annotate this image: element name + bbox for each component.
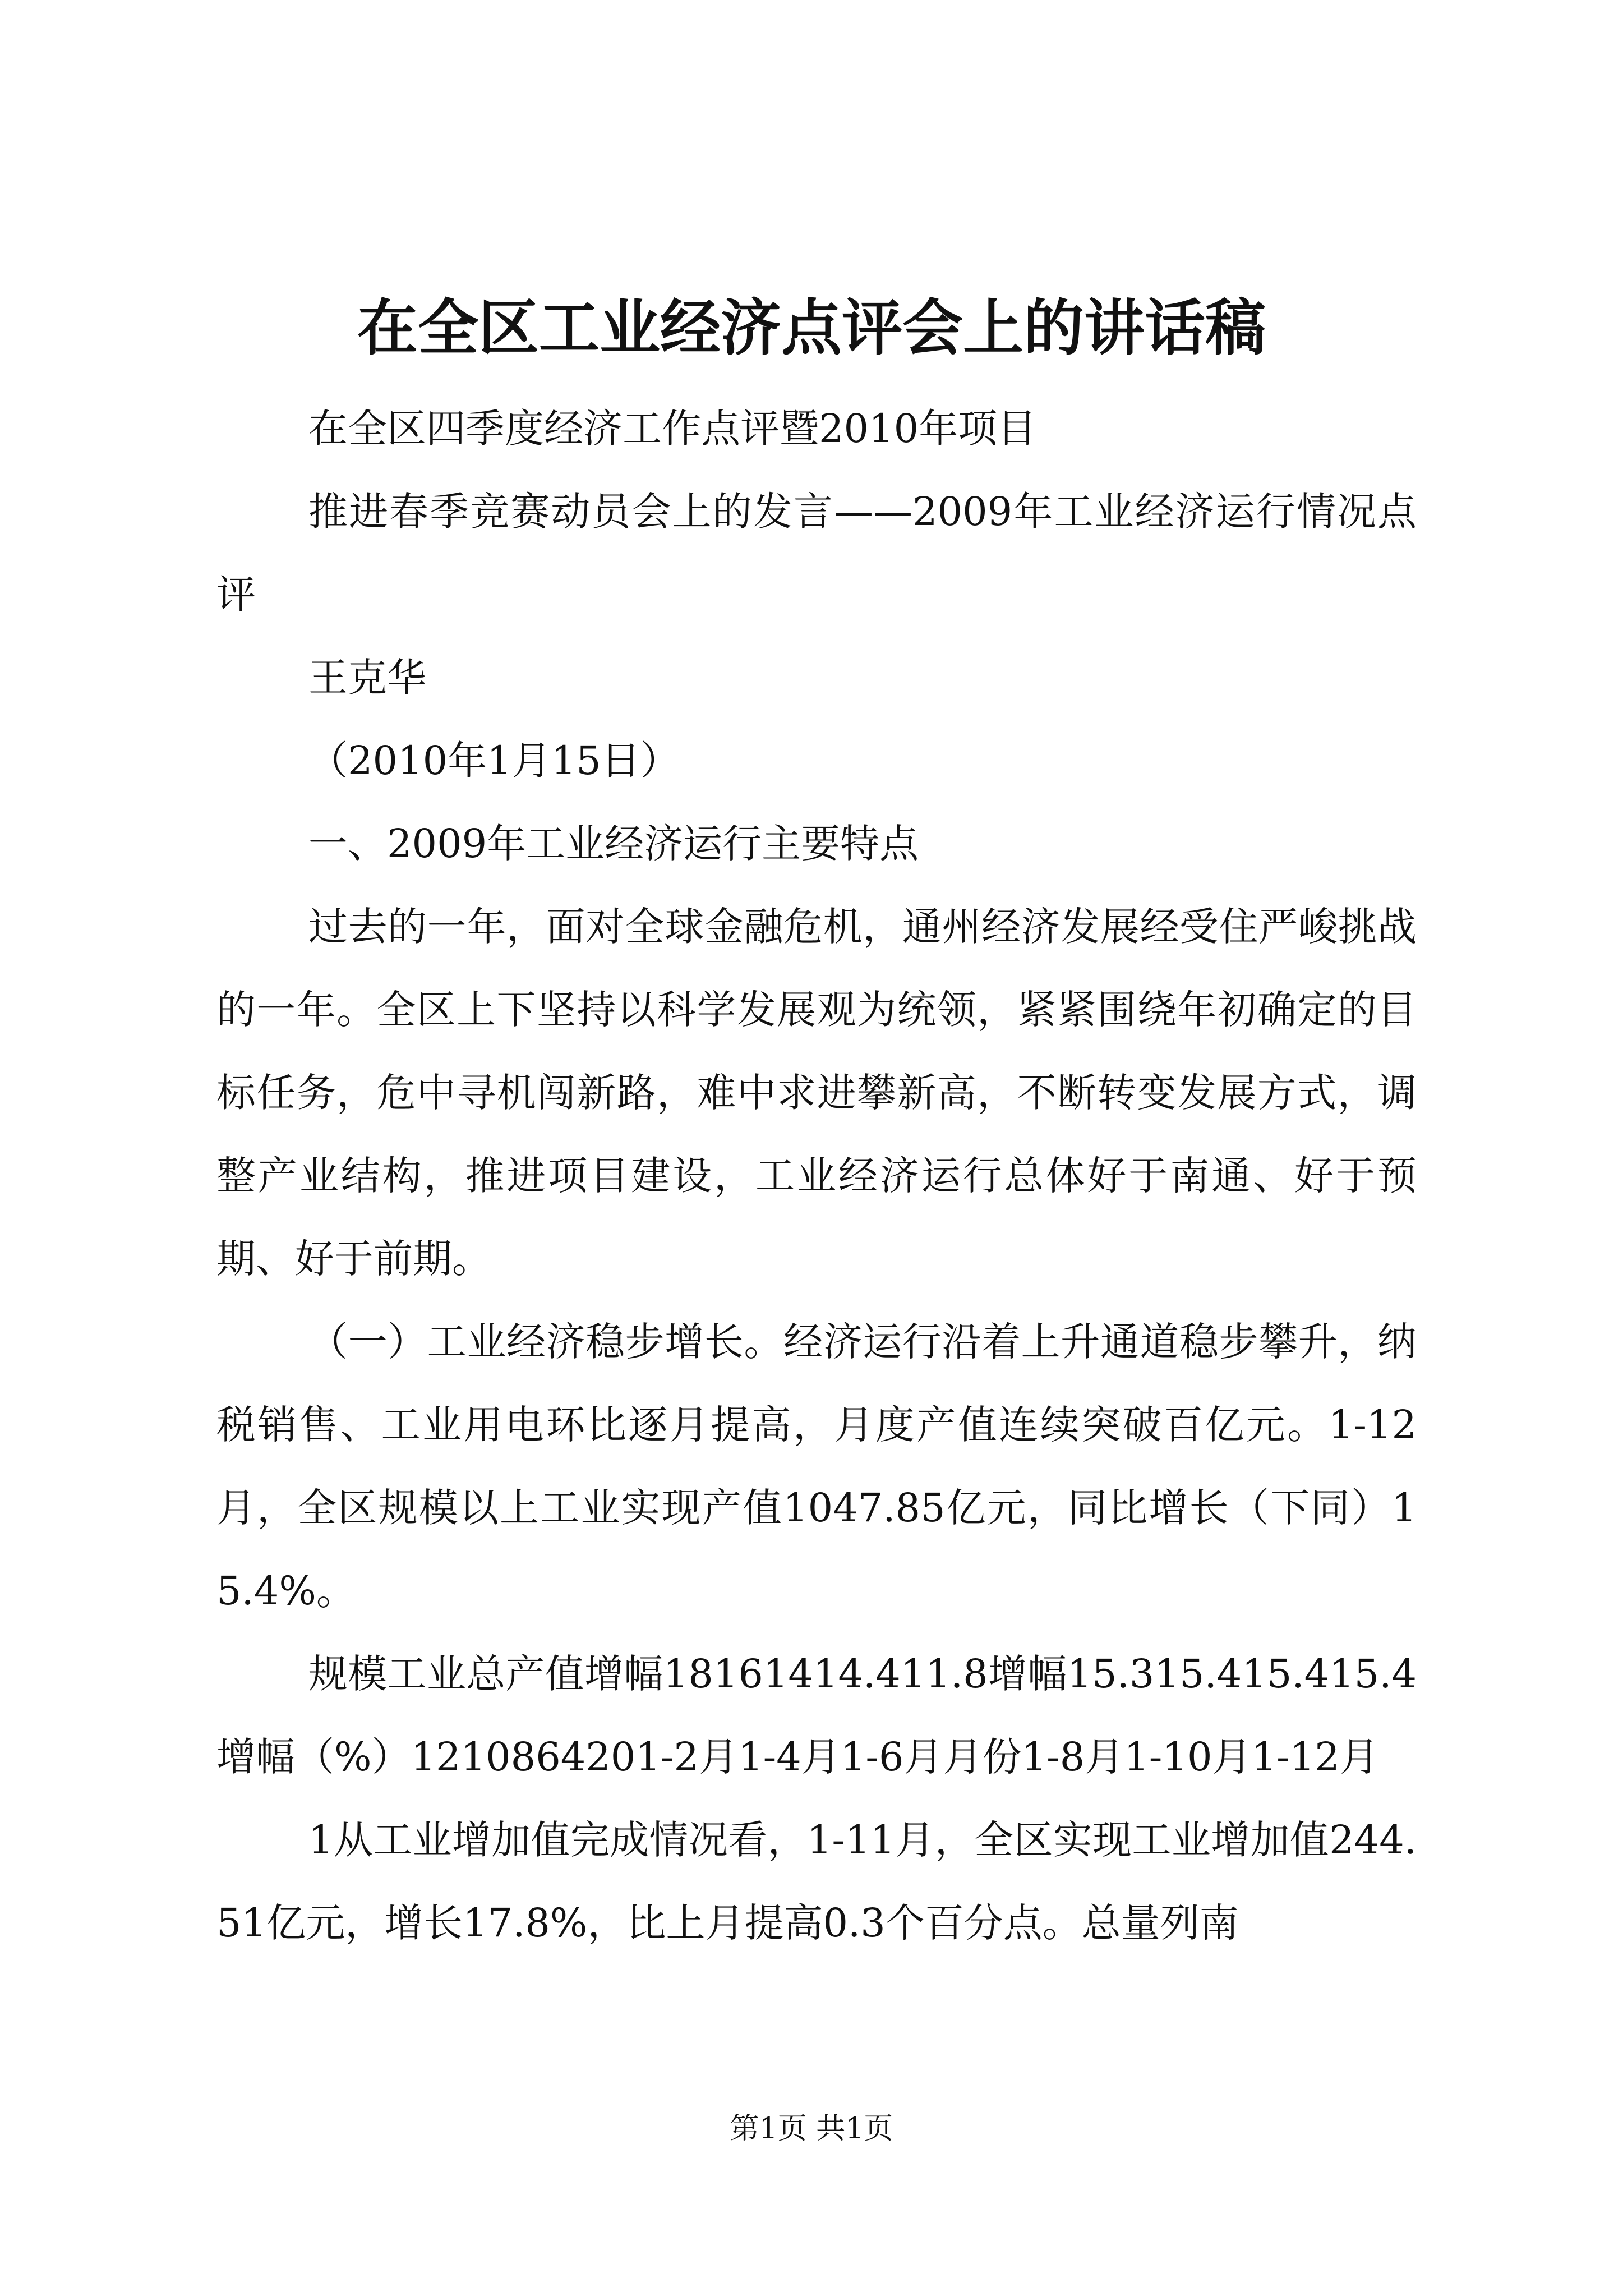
page-footer: 第1页 共1页	[730, 2112, 893, 2146]
document-body	[216, 387, 1417, 1964]
document-title: 在全区工业经济点评会上的讲话稿	[357, 293, 1266, 364]
section-heading: 一、2009年工业经济运行主要特点	[308, 821, 919, 867]
speech-date: （2010年1月15日）	[308, 738, 680, 784]
body-paragraph: 过去的一年，面对全球金融危机，通州经济发展经受住严峻挑战的一年。全区上下坚持以科学发展观为统领，紧紧围绕年初确定的目标任务，危中寻机闯新路，难中求进攀新高，不断转变发展方式，调整产业结构，推进项目建设，工业经济运行总体好于南通、好于预期、好于前期。	[216, 904, 1417, 1282]
author-name: 王克华	[308, 655, 426, 701]
body-paragraph: 1从工业增加值完成情况看，1-11月，全区实现工业增加值244.51亿元，增长17.8%，比上月提高0.3个百分点。总量列南	[216, 1817, 1417, 1946]
subtitle-line-2: 推进春季竞赛动员会上的发言——2009年工业经济运行情况点评	[216, 489, 1417, 618]
body-paragraph: （一）工业经济稳步增长。经济运行沿着上升通道稳步攀升，纳税销售、工业用电环比逐月提高，月度产值连续突破百亿元。1-12月，全区规模以上工业实现产值1047.85亿元，同比增长（下同）15.4%。	[216, 1319, 1417, 1614]
subtitle-line-1: 在全区四季度经济工作点评暨2010年项目	[308, 406, 1037, 452]
body-paragraph: 规模工业总产值增幅18161414.411.8增幅15.315.415.415.4增幅（%）1210864201-2月1-4月1-6月月份1-8月1-10月1-12月	[216, 1651, 1417, 1780]
